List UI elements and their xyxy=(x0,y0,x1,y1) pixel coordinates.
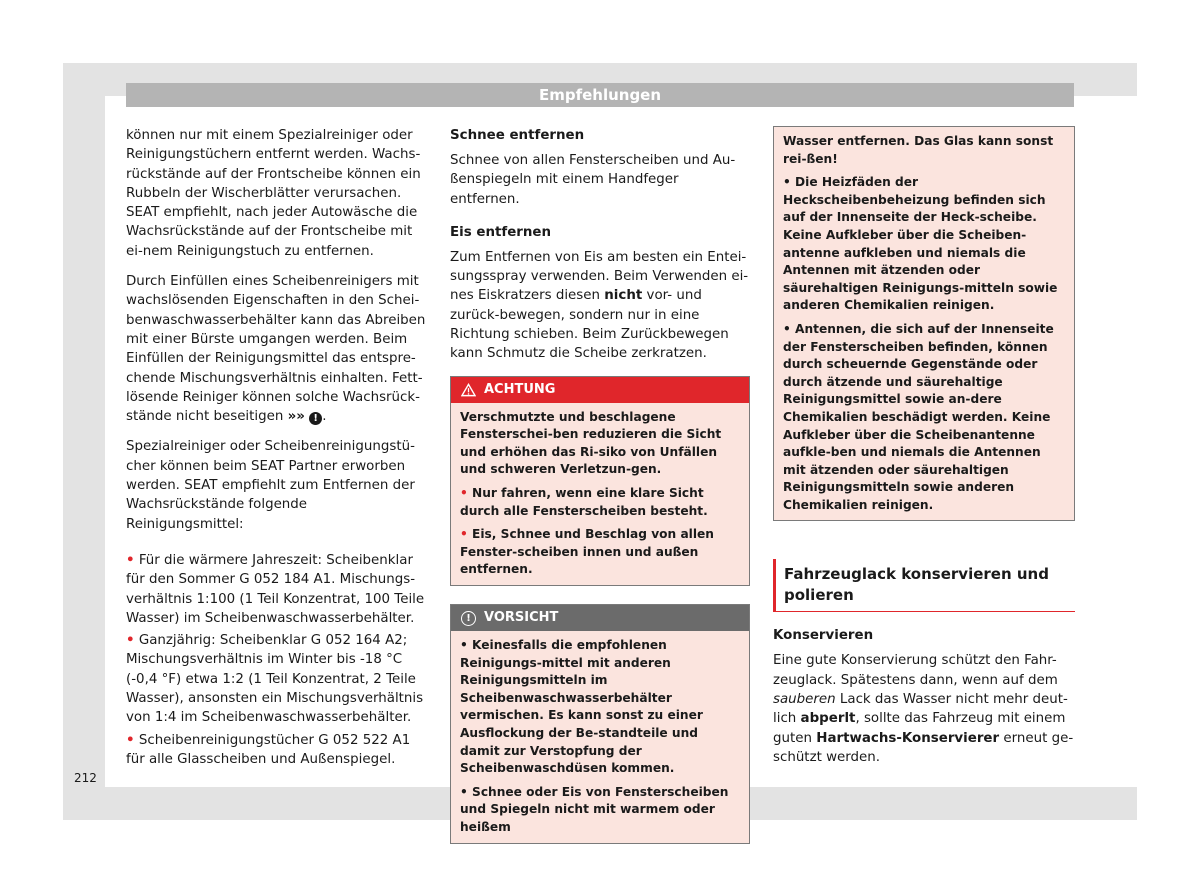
bullet-icon: • xyxy=(126,732,135,748)
list-item xyxy=(126,731,428,770)
list-item-text: Antennen, die sich auf der Innenseite der Fensterscheiben befinden, können durch scheuernde Gegenstände oder durch ätzende und säurehaltige Reinigungsmittel sowie an-dere Chemikalien beschädigt werden. Keine Aufkleber über die Scheibenantenne aufkle-ben und niemals die Antennen mit ätzenden oder säurehaltigen Reinigungsmitteln sowie anderen Chemikalien reinigen. xyxy=(783,321,1054,512)
section-header: Empfehlungen xyxy=(126,83,1074,107)
list-item-text: Keinesfalls die empfohlenen Reinigungs-mittel mit anderen Reinigungsmitteln im Scheibenwaschwasserbehälter vermischen. Es kann sonst zu einer Ausflockung der Be-standteile und damit zur Verstopfung der Scheibenwaschdüsen kommen. xyxy=(460,638,703,776)
subheading: Konservieren xyxy=(773,628,874,644)
bullet-icon: • xyxy=(460,486,468,501)
paragraph-text: Lack das Wasser nicht mehr deut-lich xyxy=(773,692,1068,727)
achtung-title: ACHTUNG xyxy=(484,381,556,397)
paragraph: Spezialreiniger oder Scheibenreinigungstü-cher können beim SEAT Partner erworben werden. SEAT empfiehlt zum Entfernen der Wachsrückstände folgende Reinigungsmittel: xyxy=(126,439,415,532)
paragraph-text: erneut ge-schützt werden. xyxy=(773,730,1074,765)
achtung-body xyxy=(451,403,749,585)
continue-arrows-icon: »» xyxy=(287,409,305,425)
list-item-text: Ganzjährig: Scheibenklar G 052 164 A2; Mischungsverhältnis im Winter bis -18 °C (-0,4 °F) etwa 1:2 (1 Teil Konzentrat, 2 Teile Wasser), ansonsten ein Mischungsverhältnis von 1:4 im Scheibenwaschwasserbehälter. xyxy=(126,633,424,726)
list-item xyxy=(783,321,1066,515)
warning-triangle-icon xyxy=(461,383,476,397)
bullet-icon: • xyxy=(460,638,468,653)
paragraph: Durch Einfüllen eines Scheibenreinigers mit wachslösenden Eigenschaften in den Schei-benwaschwasserbehälter kann das Abreiben mit einer Bürste umgangen werden. Beim Einfüllen der Reinigungsmittel das entspre-chende Mischungsverhältnis einhalten. Fett-lösende Reiniger können solche Wachsrück-stände nicht beseitigen »» ! . xyxy=(126,274,426,425)
paragraph-text: Zum Entfernen von Eis am besten ein Entei-sungsspray verwenden. Beim Verwenden ei-nes Eiskratzers diesen xyxy=(450,249,749,304)
bullet-icon: • xyxy=(783,175,791,190)
list-item-text: Nur fahren, wenn eine klare Sicht durch alle Fensterscheiben besteht. xyxy=(460,486,708,518)
list-item xyxy=(126,631,428,727)
column-right xyxy=(773,126,1075,767)
vorsicht-body xyxy=(451,631,749,843)
vorsicht-title: VORSICHT xyxy=(484,610,559,626)
list-item xyxy=(460,485,741,520)
paragraph-text: Durch Einfüllen eines Scheibenreinigers mit wachslösenden Eigenschaften in den Schei-benwaschwasserbehälter kann das Abreiben mit einer Bürste umgangen werden. Beim Einfüllen der Reinigungsmittel das entspre-chende Mischungsverhältnis einhalten. Fett-lösende Reiniger können solche Wachsrück-stände nicht beseitigen xyxy=(126,274,426,425)
achtung-header xyxy=(451,377,749,403)
vorsicht-box-continued xyxy=(773,126,1075,521)
caution-circle-icon: ! xyxy=(461,611,476,626)
list-item xyxy=(126,551,428,628)
bullet-icon: • xyxy=(460,784,468,799)
list-item xyxy=(783,174,1066,315)
column-left xyxy=(126,126,428,769)
bullet-icon: • xyxy=(783,321,791,336)
paragraph xyxy=(773,651,1075,767)
warning-circle-icon: ! xyxy=(309,412,322,425)
warning-text: Verschmutzte und beschlagene Fensterschei-ben reduzieren die Sicht und erhöhen das Ri-siko von Unfällen und schweren Verletzun-gen. xyxy=(460,409,722,477)
vorsicht-header xyxy=(451,605,749,631)
paragraph: Schnee von allen Fensterscheiben und Au-ßenspiegeln mit einem Handfeger entfernen. xyxy=(450,153,736,207)
bullet-icon: • xyxy=(126,552,135,568)
list-item-text: Die Heizfäden der Heckscheibenbeheizung befinden sich auf der Innenseite der Heck-scheibe. Keine Aufkleber über die Scheiben-antenne aufkleben und niemals die Antennen mit ätzenden oder säurehaltigen Reinigungs-mitteln sowie anderen Chemikalien reinigen. xyxy=(783,175,1058,313)
subheading: Schnee entfernen xyxy=(450,128,585,143)
emphasis: nicht xyxy=(604,288,643,304)
list-item-text: Eis, Schnee und Beschlag von allen Fenster-scheiben innen und außen entfernen. xyxy=(460,527,714,577)
paragraph xyxy=(450,248,750,364)
page-number: 212 xyxy=(74,771,97,785)
paragraph-text: vor- und zurück-bewegen, sondern nur in eine Richtung schieben. Beim Zurückbewegen kann Schmutz die Scheibe zerkratzen. xyxy=(450,288,729,362)
achtung-box xyxy=(450,376,750,586)
paragraph-text: Eine gute Konservierung schützt den Fahr-zeuglack. Spätestens dann, wenn auf dem xyxy=(773,653,1058,688)
list-item-text: Schnee oder Eis von Fensterscheiben und Spiegeln nicht mit warmem oder heißem xyxy=(460,784,729,834)
paragraph-text: , sollte das Fahrzeug mit einem guten xyxy=(773,711,1066,746)
subheading: Eis entfernen xyxy=(450,224,552,240)
list-item-text: Scheibenreinigungstücher G 052 522 A1 für alle Glasscheiben und Außenspiegel. xyxy=(126,732,411,767)
list-item xyxy=(460,637,741,778)
warning-text: Wasser entfernen. Das Glas kann sonst rei-ßen! xyxy=(783,134,1054,166)
vorsicht-box xyxy=(450,604,750,844)
emphasis: sauberen xyxy=(773,692,836,708)
vorsicht-body xyxy=(774,127,1074,520)
bullet-icon: • xyxy=(460,527,468,542)
paragraph: können nur mit einem Spezialreiniger oder Reinigungstüchern entfernt werden. Wachs-rückstände auf der Frontscheibe können ein Rubbeln der Wischerblätter verursachen. SEAT empfiehlt, nach jeder Autowäsche die Wachsrückstände auf der Frontscheibe mit ei-nem Reinigungstuch zu entfernen. xyxy=(126,128,421,259)
section-title: Fahrzeuglack konservieren und polieren xyxy=(773,559,1075,612)
column-middle xyxy=(450,126,750,844)
emphasis: abperlt xyxy=(800,711,856,727)
list-item xyxy=(460,526,741,579)
list-item xyxy=(460,784,741,837)
emphasis: Hartwachs-Konservierer xyxy=(816,730,1000,746)
list-item-text: Für die wärmere Jahreszeit: Scheibenklar für den Sommer G 052 184 A1. Mischungs-verhältnis 1:100 (1 Teil Konzentrat, 100 Teile Wasser) im Scheibenwaschwasserbehälter. xyxy=(126,552,425,626)
bullet-icon: • xyxy=(126,633,135,649)
